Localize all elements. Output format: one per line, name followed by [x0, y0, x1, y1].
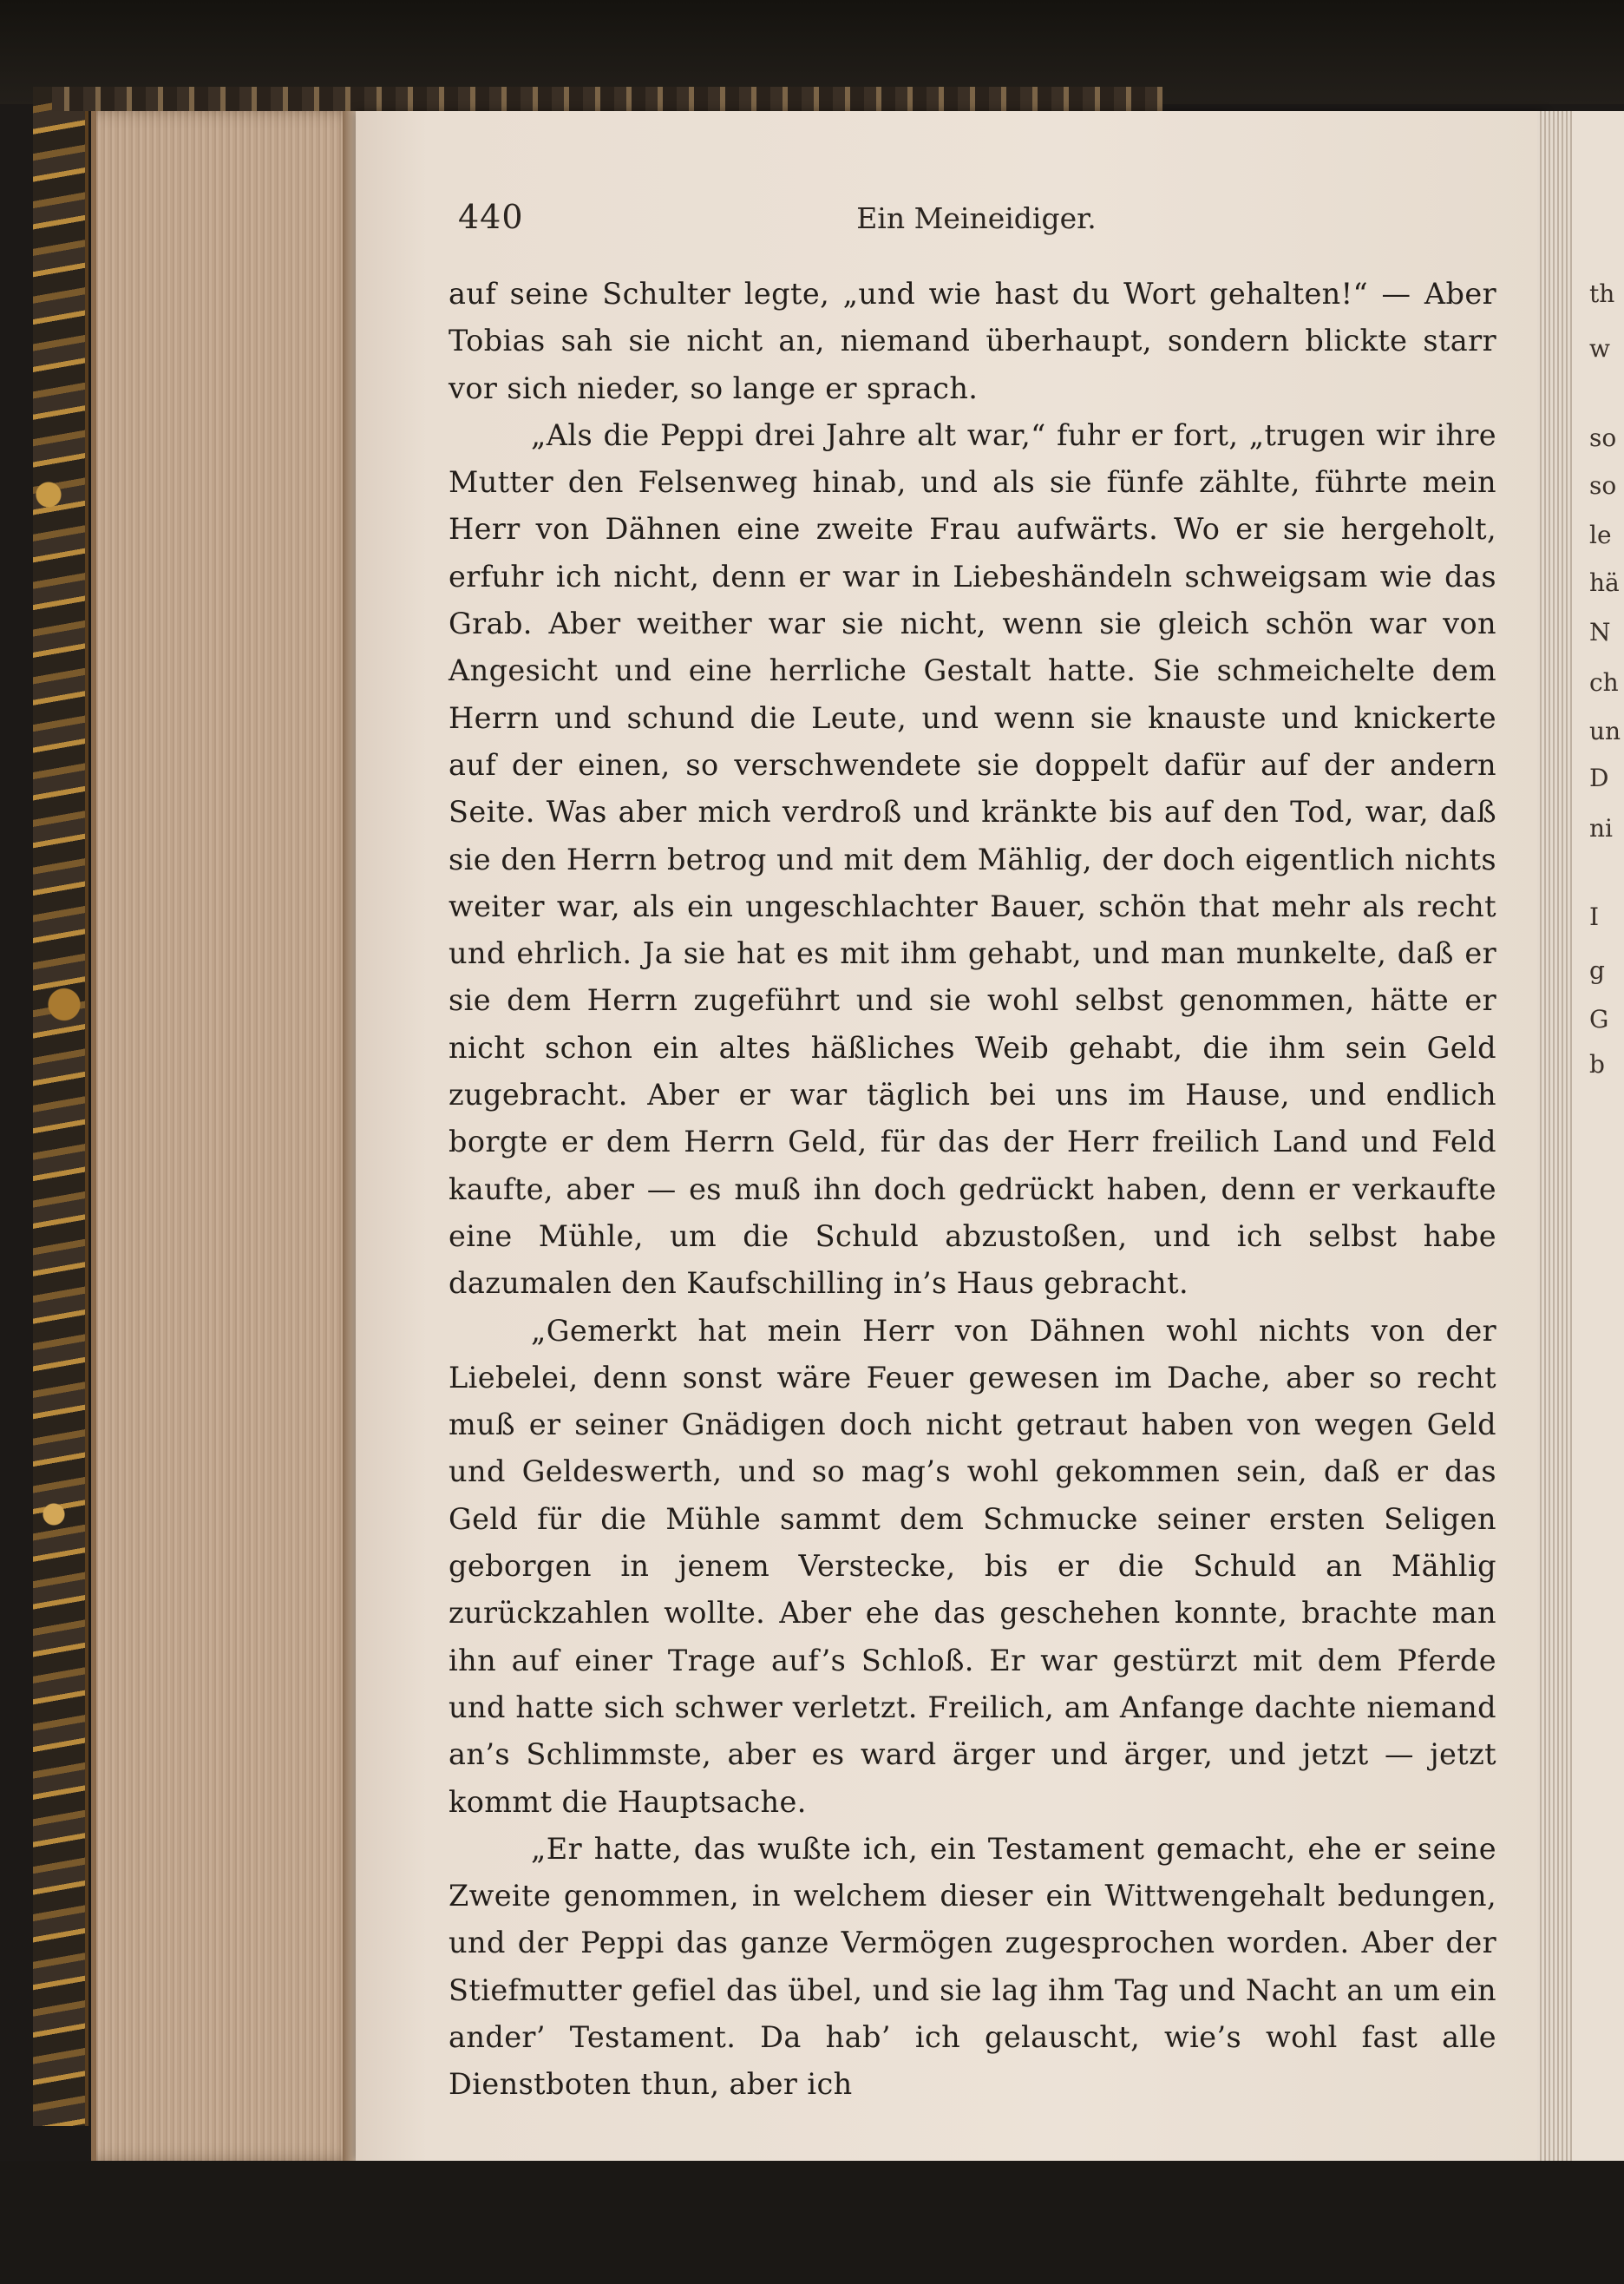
paragraph: „Gemerkt hat mein Herr von Dähnen wohl nichts von der Liebelei, denn sonst wäre Feuer gewesen im Dache, aber so recht muß er seiner Gnädigen doch nicht getraut haben von wegen Geld und Geldeswerth, und so mag’s wohl gekommen sein, daß er das Geld für die Mühle sammt dem Schmucke seiner ersten Seligen geborgen in jenem Verstecke, bis er die Schuld an Mählig zurückzahlen wollte. Aber ehe das geschehen konnte, brachte man ihn auf einer Trage auf’s Schloß. Er war gestürzt mit dem Pferde und hatte sich schwer verletzt. Freilich, am Anfange dachte niemand an’s Schlimmste, aber es ward ärger und ärger, und jetzt — jetzt kommt die Hauptsache.	[449, 1313, 1496, 1819]
facing-page-fragment: I	[1589, 902, 1600, 931]
facing-page-fragment: N	[1589, 618, 1611, 646]
facing-page-fragment: le	[1589, 521, 1612, 549]
facing-page-fragment: w	[1589, 334, 1610, 363]
running-head: Ein Meineidiger.	[856, 201, 1097, 235]
paragraph: auf seine Schulter legte, „und wie hast du Wort gehalten!“ — Aber Tobias sah sie nicht an, niemand überhaupt, sondern blickte starr vor sich nieder, so lange er sprach.	[449, 277, 1496, 405]
page-number: 440	[458, 198, 524, 236]
marbled-cover-edge	[33, 87, 88, 2126]
facing-page-fragment: g	[1589, 956, 1605, 985]
facing-page-fragment: b	[1589, 1050, 1605, 1079]
page-block-edges	[91, 111, 361, 2161]
facing-page-fragment: ni	[1589, 814, 1613, 843]
facing-page-fragment: ch	[1589, 668, 1619, 697]
facing-page	[1572, 111, 1624, 2161]
facing-page-fragment: G	[1589, 1005, 1609, 1034]
bottom-shadow	[0, 2161, 1624, 2284]
body-text	[449, 271, 1496, 2109]
facing-page-fragment: D	[1589, 764, 1609, 792]
right-page-edges	[1537, 111, 1572, 2161]
facing-page-fragment: hä	[1589, 568, 1620, 597]
page-header	[458, 198, 1495, 250]
cover-top-edge	[52, 87, 1162, 111]
paragraph: „Er hatte, das wußte ich, ein Testament gemacht, ehe er seine Zweite genommen, in welchem dieser ein Wittwengehalt bedungen, und der Peppi das ganze Vermögen zugesprochen worden. Aber der Stiefmutter gefiel das übel, und sie lag ihm Tag und Nacht an um ein ander’ Testament. Da hab’ ich gelauscht, wie’s wohl fast alle Dienstboten thun, aber ich	[449, 1831, 1496, 2102]
facing-page-fragment: so	[1589, 423, 1617, 452]
facing-page-fragment: th	[1589, 279, 1615, 308]
facing-page-fragment: un	[1589, 717, 1621, 745]
facing-page-fragment: so	[1589, 471, 1617, 500]
paragraph: „Als die Peppi drei Jahre alt war,“ fuhr er fort, „trugen wir ihre Mutter den Felsenweg hinab, und als sie fünfe zählte, führte mein Herr von Dähnen eine zweite Frau aufwärts. Wo er sie hergeholt, erfuhr ich nicht, denn er war in Liebeshändeln schweigsam wie das Grab. Aber weither war sie nicht, wenn sie gleich schön war von Angesicht und eine herrliche Gestalt hatte. Sie schmeichelte dem Herrn und schund die Leute, und wenn sie knauste und knickerte auf der einen, so verschwendete sie doppelt dafür auf der andern Seite. Was aber mich verdroß und kränkte bis auf den Tod, war, daß sie den Herrn betrog und mit dem Mählig, der doch eigentlich nichts weiter war, als ein ungeschlachter Bauer, schön that mehr als recht und ehrlich. Ja sie hat es mit ihm gehabt, und man munkelte, daß er sie dem Herrn zugeführt und sie wohl selbst genommen, hätte er nicht schon ein altes häßliches Weib gehabt, die ihm sein Geld zugebracht. Aber er war täglich bei uns im Hause, und endlich borgte er dem Herrn Geld, für das der Herr freilich Land und Feld kaufte, aber — es muß ihn doch gedrückt haben, denn er verkaufte eine Mühle, um die Schuld abzustoßen, und ich selbst habe dazumalen den Kaufschilling in’s Haus gebracht.	[449, 417, 1496, 1301]
